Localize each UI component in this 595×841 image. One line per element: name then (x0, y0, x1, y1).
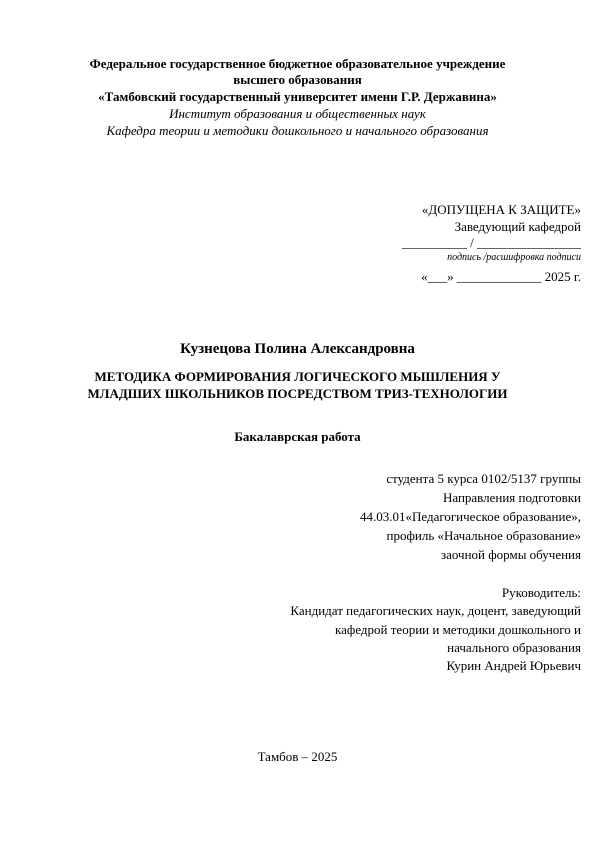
department-name: Кафедра теории и методики дошкольного и начального образования (106, 123, 489, 138)
supervisor-department-line-2: начального образования (447, 640, 581, 655)
work-type: Бакалаврская работа (234, 429, 361, 444)
education-level-line: высшего образования (233, 72, 362, 87)
supervisor-department-line-1: кафедрой теории и методики дошкольного и (335, 622, 581, 637)
institution-type-line: Федеральное государственное бюджетное образовательное учреждение (89, 56, 506, 71)
approval-date-line: «___» _____________ 2025 г. (421, 269, 581, 284)
city-year: Тамбов – 2025 (257, 749, 338, 764)
student-direction-label: Направления подготовки (442, 490, 581, 505)
university-name: «Тамбовский государственный университет имени Г.Р. Державина» (98, 89, 497, 104)
author-name: Кузнецова Полина Александровна (180, 341, 415, 357)
student-study-form: заочной формы обучения (440, 547, 581, 562)
student-profile: профиль «Начальное образование» (386, 528, 581, 543)
signature-caption: подпись /расшифровка подписи (447, 252, 581, 263)
thesis-title-line-1: МЕТОДИКА ФОРМИРОВАНИЯ ЛОГИЧЕСКОГО МЫШЛЕНИЯ У (94, 369, 501, 384)
student-course-group: студента 5 курса 0102/5137 группы (386, 471, 581, 486)
student-direction-code: 44.03.01«Педагогическое образование», (359, 509, 581, 524)
signature-line: __________ / ________________ (401, 235, 581, 250)
supervisor-label: Руководитель: (501, 585, 581, 600)
supervisor-degree: Кандидат педагогических наук, доцент, заведующий (290, 603, 581, 618)
thesis-title-line-2: МЛАДШИХ ШКОЛЬНИКОВ ПОСРЕДСТВОМ ТРИЗ-ТЕХНОЛОГИИ (87, 386, 508, 401)
approval-title: «ДОПУЩЕНА К ЗАЩИТЕ» (421, 202, 581, 217)
institute-name: Институт образования и общественных наук (169, 106, 426, 121)
supervisor-name: Курин Андрей Юрьевич (446, 658, 581, 673)
approval-position: Заведующий кафедрой (454, 219, 581, 234)
